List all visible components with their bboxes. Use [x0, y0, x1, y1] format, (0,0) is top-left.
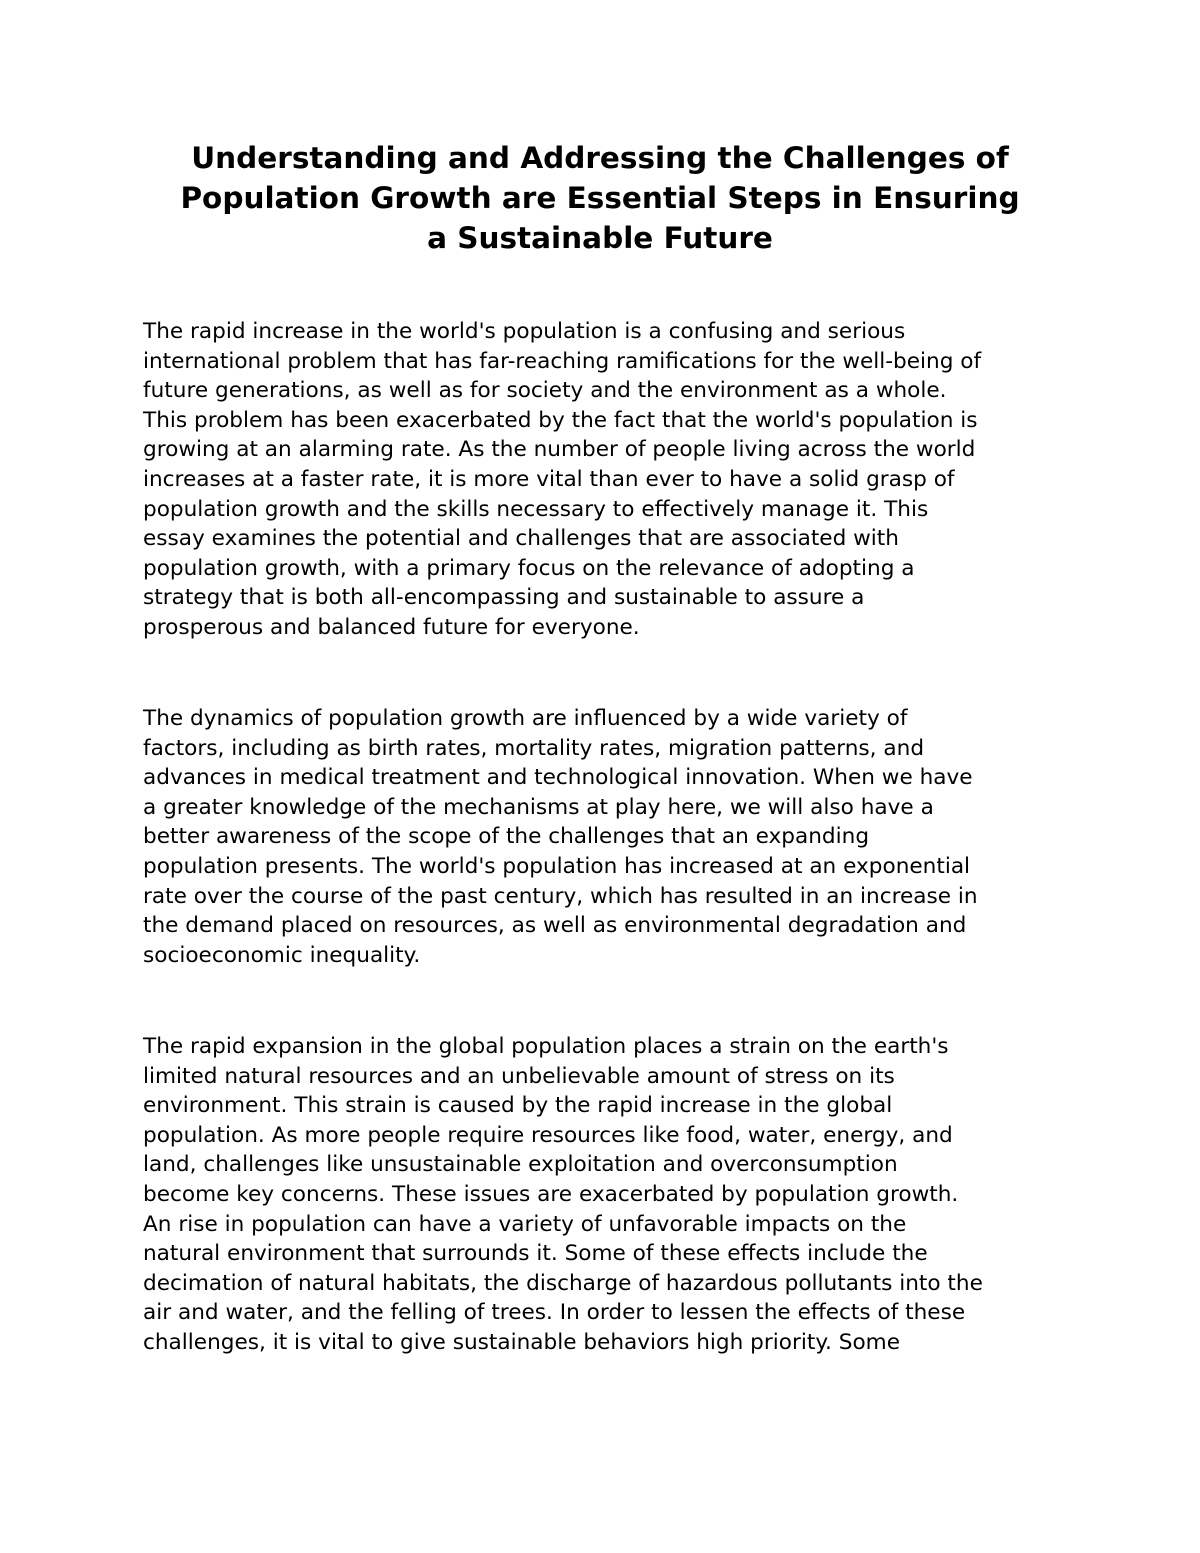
text-line: a greater knowledge of the mechanisms at play here, we will also have a: [143, 794, 934, 820]
text-line: decimation of natural habitats, the discharge of hazardous pollutants into the: [143, 1270, 983, 1296]
paragraph-intro: [143, 317, 1073, 643]
text-line: environment. This strain is caused by the rapid increase in the global: [143, 1093, 893, 1119]
text-line: prosperous and balanced future for everyone.: [143, 614, 640, 640]
text-line: air and water, and the felling of trees. In order to lessen the effects of these: [143, 1300, 966, 1326]
text-line: rate over the course of the past century, which has resulted in an increase in: [143, 883, 978, 909]
text-line: essay examines the potential and challenges that are associated with: [143, 526, 899, 552]
text-line: better awareness of the scope of the challenges that an expanding: [143, 824, 870, 850]
text-line: natural environment that surrounds it. Some of these effects include the: [143, 1241, 928, 1267]
text-line: strategy that is both all-encompassing and sustainable to assure a: [143, 585, 865, 611]
text-line: population. As more people require resources like food, water, energy, and: [143, 1122, 953, 1148]
text-line: socioeconomic inequality.: [143, 942, 421, 968]
text-line: factors, including as birth rates, mortality rates, migration patterns, and: [143, 735, 925, 761]
text-line: increases at a faster rate, it is more vital than ever to have a solid grasp of: [143, 466, 955, 492]
title-line: Population Growth are Essential Steps in Ensuring: [180, 181, 1020, 215]
document-title: [100, 138, 1100, 258]
paragraph-resources: [143, 1032, 1073, 1358]
paragraph-dynamics: [143, 704, 1073, 970]
text-line: The rapid increase in the world's population is a confusing and serious: [143, 319, 906, 344]
text-line: An rise in population can have a variety of unfavorable impacts on the: [143, 1211, 907, 1237]
text-line: The rapid expansion in the global population places a strain on the earth's: [143, 1034, 949, 1059]
text-line: become key concerns. These issues are exacerbated by population growth.: [143, 1181, 959, 1207]
text-line: international problem that has far-reaching ramifications for the well-being of: [143, 348, 982, 374]
title-line: a Sustainable Future: [427, 221, 773, 255]
text-line: growing at an alarming rate. As the number of people living across the world: [143, 437, 976, 463]
text-line: population growth, with a primary focus on the relevance of adopting a: [143, 555, 915, 581]
text-line: population growth and the skills necessary to effectively manage it. This: [143, 496, 929, 522]
text-line: This problem has been exacerbated by the fact that the world's population is: [143, 407, 978, 433]
text-line: challenges, it is vital to give sustainable behaviors high priority. Some: [143, 1329, 900, 1355]
text-line: The dynamics of population growth are influenced by a wide variety of: [143, 706, 908, 731]
text-line: land, challenges like unsustainable exploitation and overconsumption: [143, 1152, 898, 1178]
text-line: population presents. The world's population has increased at an exponential: [143, 853, 971, 879]
text-line: future generations, as well as for society and the environment as a whole.: [143, 378, 947, 404]
title-line: Understanding and Addressing the Challenges of: [191, 141, 1009, 175]
text-line: limited natural resources and an unbelievable amount of stress on its: [143, 1063, 895, 1089]
text-line: the demand placed on resources, as well as environmental degradation and: [143, 913, 967, 939]
text-line: advances in medical treatment and technological innovation. When we have: [143, 765, 973, 791]
